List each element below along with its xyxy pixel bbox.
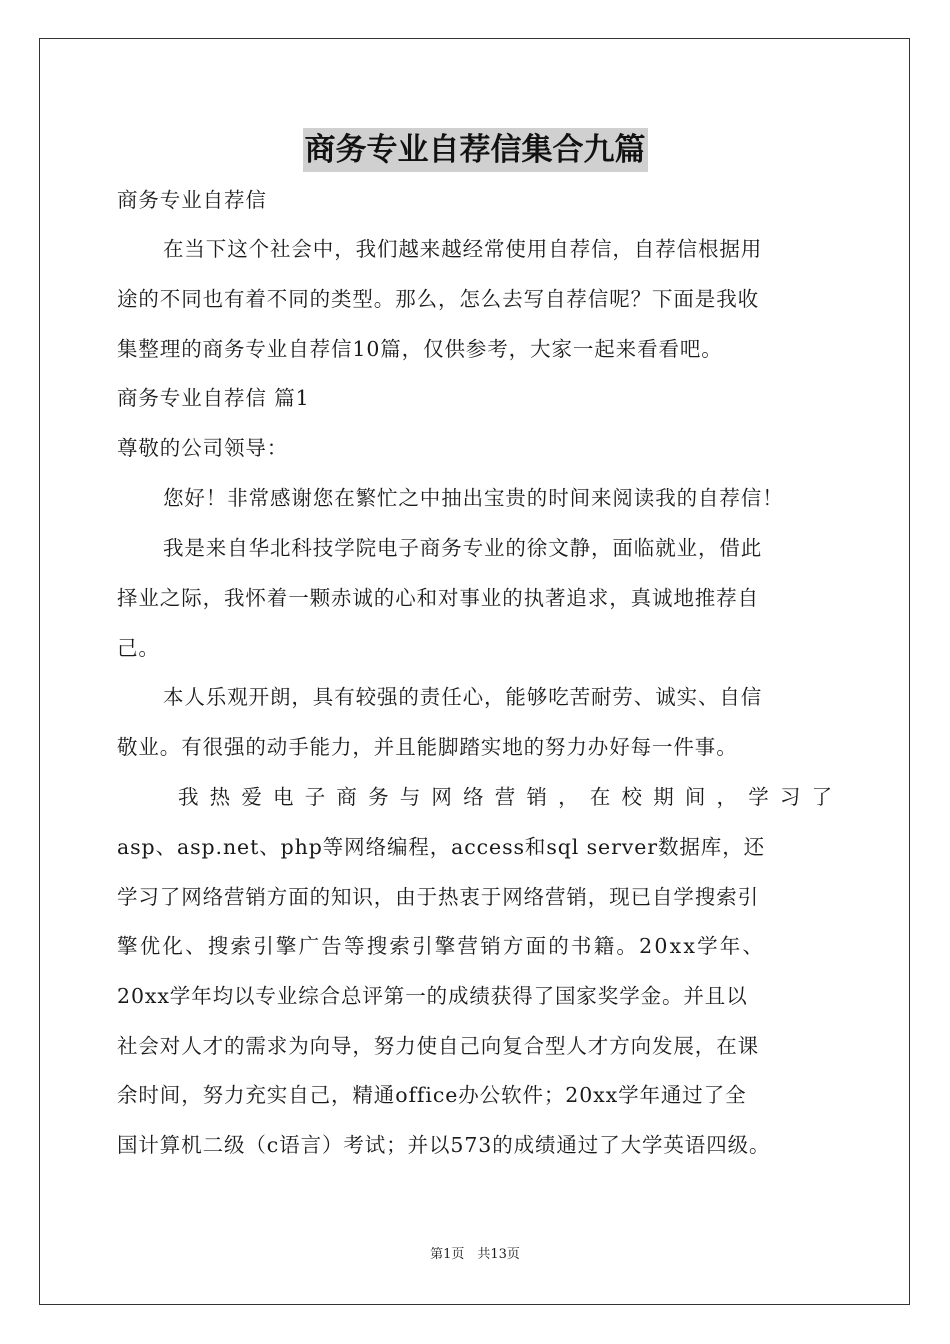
paragraph-line: 我 热 爱 电 子 商 务 与 网 络 营 销 ， 在 校 期 间 ， 学 习 了 [178,785,833,809]
section-heading: 商务专业自荐信 篇1 [117,386,310,410]
paragraph-line: 20xx学年均以专业综合总评第一的成绩获得了国家奖学金。并且以 [117,984,748,1008]
paragraph-line: 集整理的商务专业自荐信10篇，仅供参考，大家一起来看看吧。 [117,337,723,361]
paragraph-line: 途的不同也有着不同的类型。那么，怎么去写自荐信呢？下面是我收 [117,287,759,311]
page-footer: 第1页 共13页 [430,1247,520,1262]
paragraph-line: 社会对人才的需求为向导，努力使自己向复合型人才方向发展，在课 [117,1034,759,1058]
document-title-wrapper [0,128,950,177]
paragraph-line: 您好！非常感谢您在繁忙之中抽出宝贵的时间来阅读我的自荐信！ [163,486,784,510]
paragraph-line: 己。 [117,636,160,660]
salutation-line: 尊敬的公司领导： [117,436,289,460]
document-title: 商务专业自荐信集合九篇 [303,128,648,172]
paragraph-line: 本人乐观开朗，具有较强的责任心，能够吃苦耐劳、诚实、自信 [163,685,763,709]
page-border [39,38,910,1305]
paragraph-line: 擎优化、搜索引擎广告等搜索引擎营销方面的书籍。20xx学年、 [117,934,766,958]
paragraph-line: 国计算机二级（c语言）考试；并以573的成绩通过了大学英语四级。 [117,1133,771,1157]
paragraph-line: 我是来自华北科技学院电子商务专业的徐文静，面临就业，借此 [163,536,763,560]
subtitle-line: 商务专业自荐信 [117,188,267,212]
paragraph-line: asp、asp.net、php等网络编程，access和sql server数据库，还 [117,835,766,859]
paragraph-line: 敬业。有很强的动手能力，并且能脚踏实地的努力办好每一件事。 [117,735,738,759]
paragraph-line: 择业之际，我怀着一颗赤诚的心和对事业的执著追求，真诚地推荐自 [117,586,759,610]
paragraph-line: 余时间，努力充实自己，精通office办公软件；20xx学年通过了全 [117,1083,747,1107]
paragraph-line: 学习了网络营销方面的知识，由于热衷于网络营销，现已自学搜索引 [117,885,759,909]
paragraph-line: 在当下这个社会中，我们越来越经常使用自荐信，自荐信根据用 [163,237,763,261]
